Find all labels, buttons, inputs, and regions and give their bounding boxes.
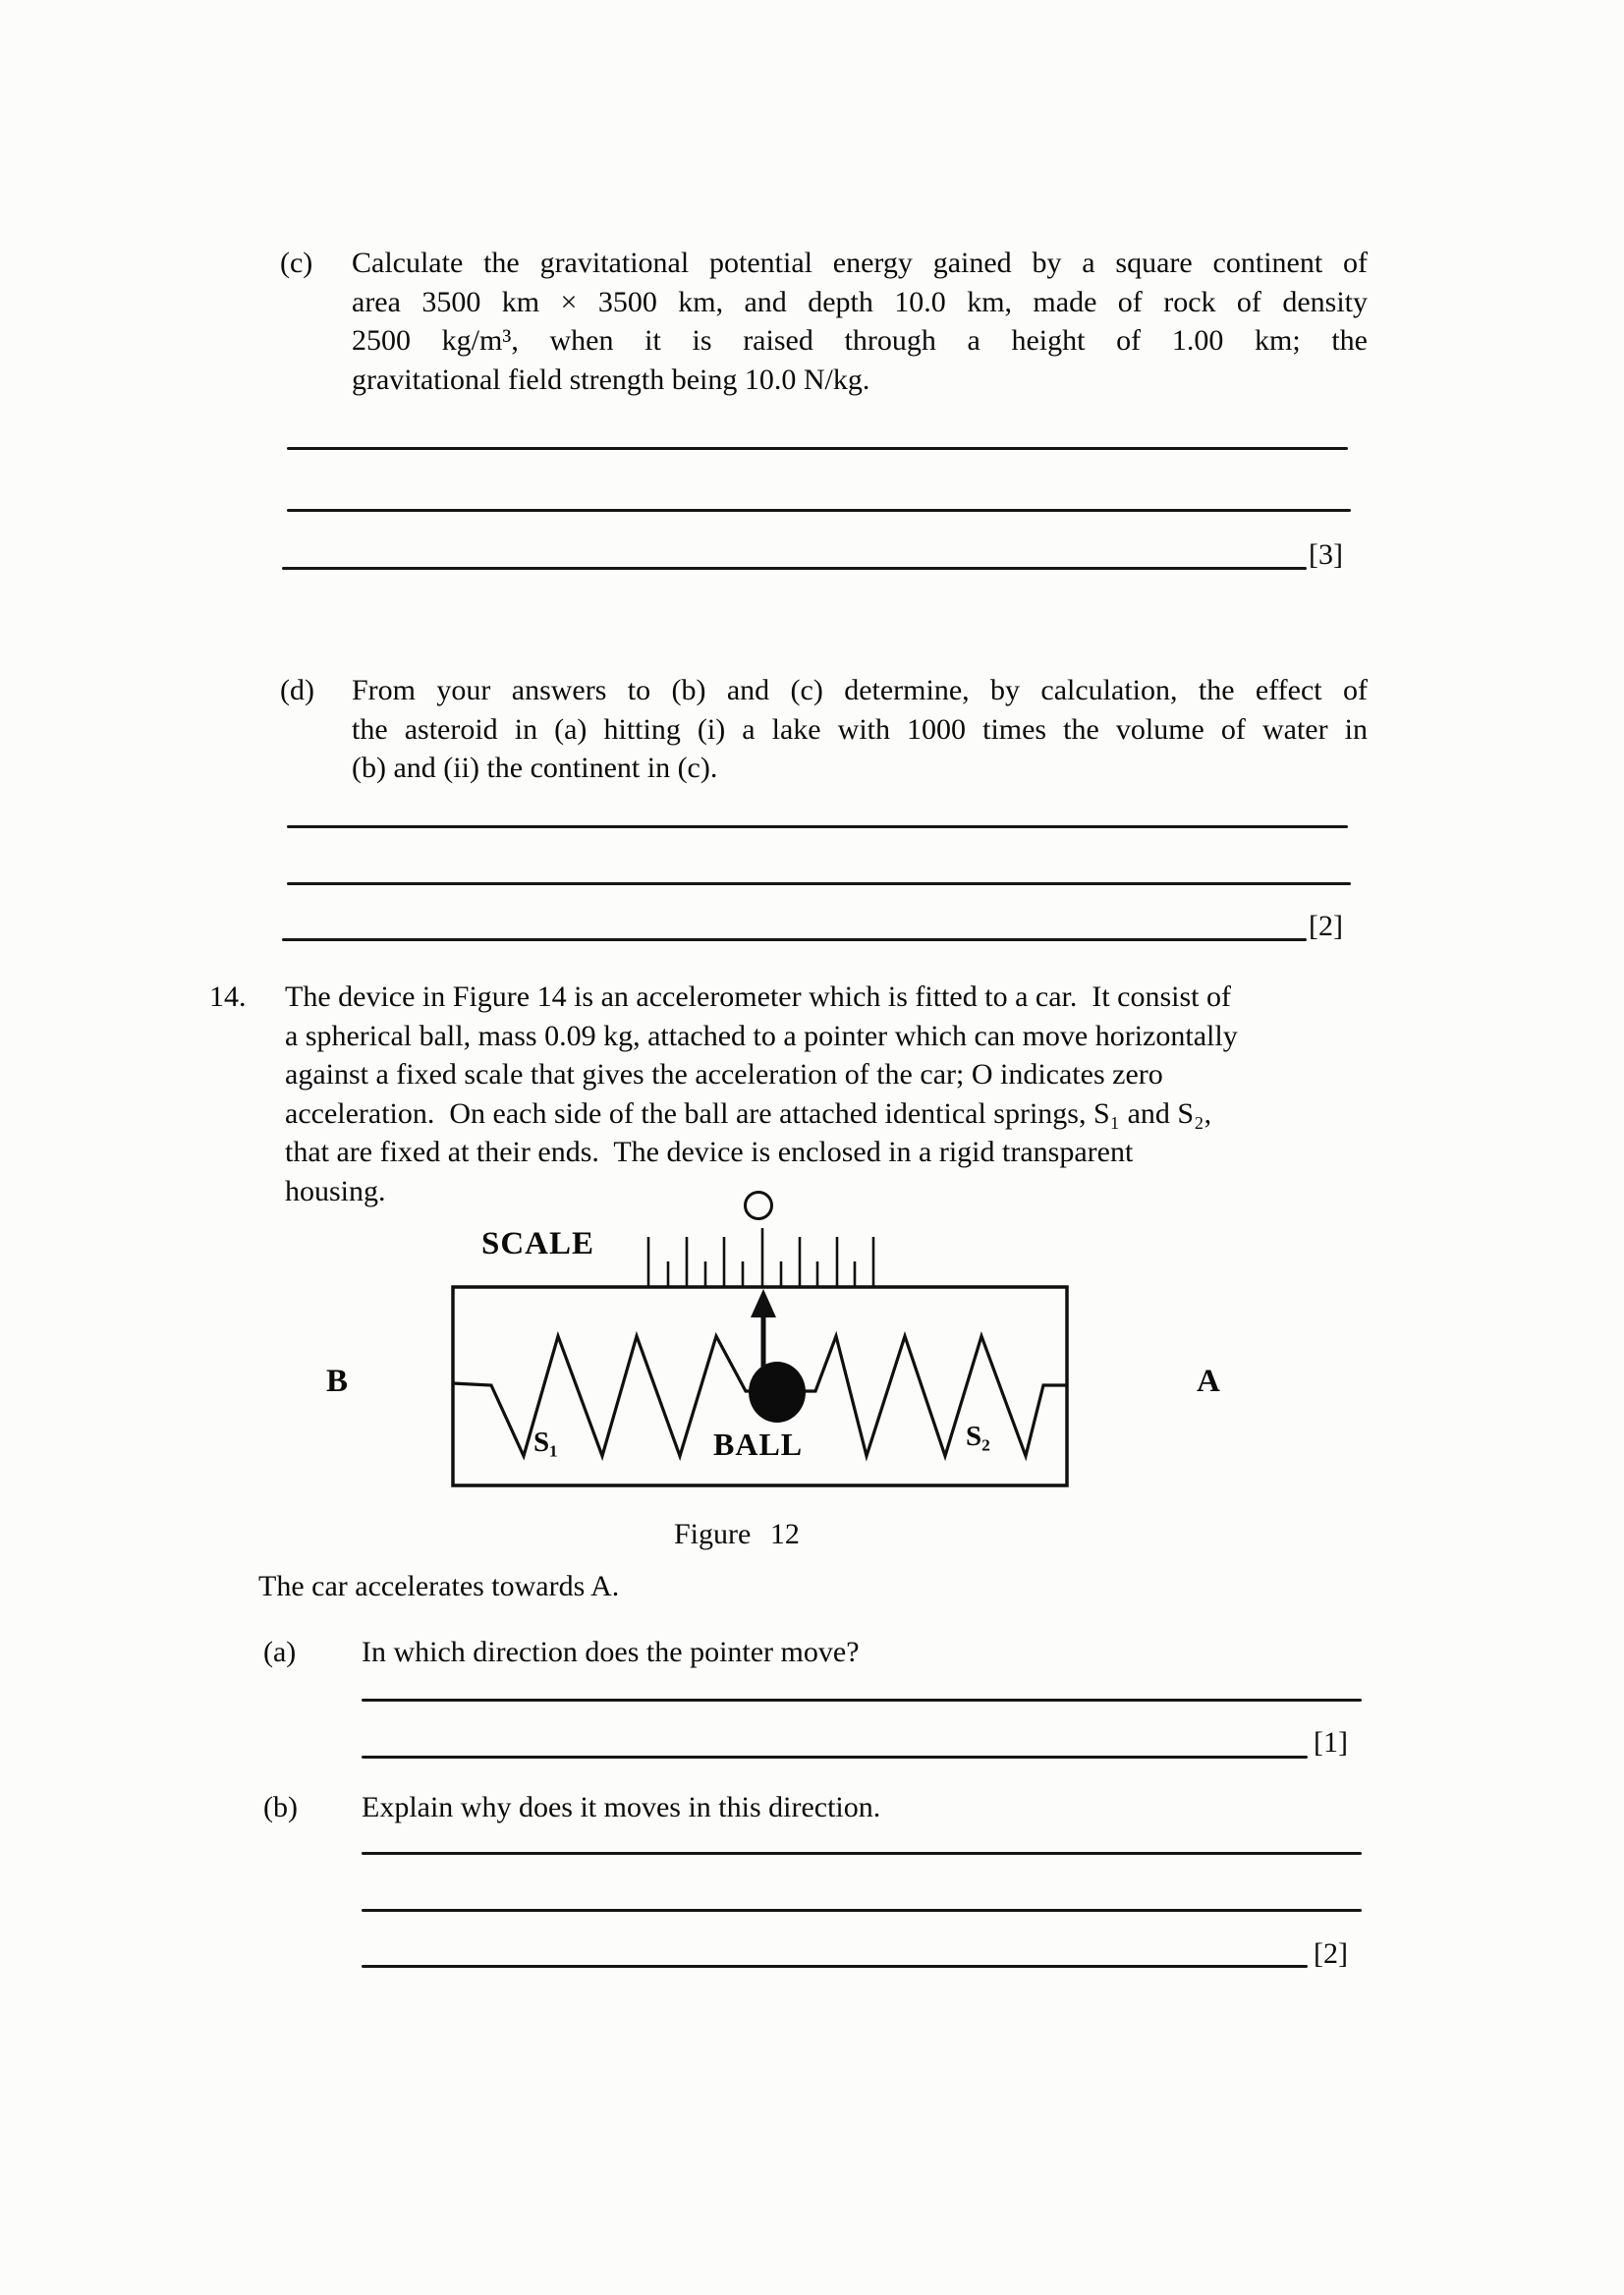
- part-d-line: the asteroid in (a) hitting (i) a lake with 1000 times the volume of water in: [352, 712, 1368, 746]
- marks-badge: [1]: [1314, 1726, 1348, 1759]
- answer-line: [282, 567, 1307, 570]
- marks-badge: [2]: [1314, 1937, 1348, 1970]
- ball: [749, 1362, 806, 1423]
- question-14-text: [285, 978, 1503, 1210]
- question-number: 14.: [209, 980, 247, 1013]
- answer-line: [287, 882, 1351, 885]
- q14-line: a spherical ball, mass 0.09 kg, attached to a pointer which can move horizontally: [285, 1019, 1238, 1052]
- figure-caption: Figure 12: [674, 1518, 800, 1550]
- part-d-line: From your answers to (b) and (c) determine, by calculation, the effect of: [352, 674, 1368, 706]
- part-c-text: [352, 244, 1368, 399]
- spring-s1-label: S₁: [533, 1427, 558, 1458]
- part-b-question: Explain why does it moves in this direction.: [362, 1791, 881, 1823]
- scale-ticks: [648, 1228, 873, 1288]
- scale-label: SCALE: [481, 1226, 595, 1261]
- answer-line: [287, 447, 1348, 450]
- marks-badge: [3]: [1309, 538, 1343, 571]
- answer-line: [362, 1699, 1362, 1702]
- part-c-line: gravitational field strength being 10.0 N/kg.: [352, 363, 870, 396]
- part-d-line: (b) and (ii) the continent in (c).: [352, 752, 718, 784]
- q14-line: that are fixed at their ends. The device is enclosed in a rigid transparent: [285, 1136, 1134, 1168]
- spring-s2-label: S₂: [966, 1421, 990, 1452]
- end-b-label: B: [326, 1364, 349, 1399]
- answer-line: [362, 1852, 1362, 1855]
- spring-s1: [453, 1336, 753, 1456]
- marks-badge: [2]: [1309, 910, 1343, 942]
- answer-line: [362, 1965, 1308, 1968]
- spring-s2: [804, 1336, 1067, 1456]
- q14-line: against a fixed scale that gives the acceleration of the car; O indicates zero: [285, 1058, 1163, 1091]
- part-c-line: Calculate the gravitational potential energy gained by a square continent of: [352, 247, 1368, 279]
- part-c-line: area 3500 km × 3500 km, and depth 10.0 km, made of rock of density: [352, 285, 1368, 318]
- part-a-question: In which direction does the pointer move?: [362, 1636, 860, 1668]
- q14-line: The device in Figure 14 is an accelerometer which is fitted to a car. It consist of: [285, 980, 1232, 1013]
- end-a-label: A: [1197, 1364, 1220, 1399]
- part-b-label: (b): [263, 1791, 298, 1823]
- part-c-line: 2500 kg/m³, when it is raised through a height of 1.00 km; the: [352, 324, 1368, 357]
- part-d-label: (d): [280, 674, 314, 706]
- zero-marker-circle: [746, 1193, 772, 1219]
- answer-line: [282, 938, 1307, 941]
- answer-line: [362, 1909, 1362, 1912]
- answer-line: [287, 825, 1348, 828]
- answer-line: [287, 509, 1351, 512]
- statement-text: The car accelerates towards A.: [258, 1570, 620, 1602]
- ball-label: BALL: [713, 1427, 804, 1462]
- part-c-label: (c): [280, 247, 313, 279]
- q14-line: acceleration. On each side of the ball are attached identical springs, S₁ and S₂,: [285, 1096, 1212, 1130]
- part-a-label: (a): [263, 1636, 297, 1668]
- answer-line: [362, 1756, 1308, 1759]
- pointer-arrowhead: [751, 1289, 776, 1317]
- part-d-text: [352, 671, 1368, 788]
- q14-line: housing.: [285, 1174, 386, 1207]
